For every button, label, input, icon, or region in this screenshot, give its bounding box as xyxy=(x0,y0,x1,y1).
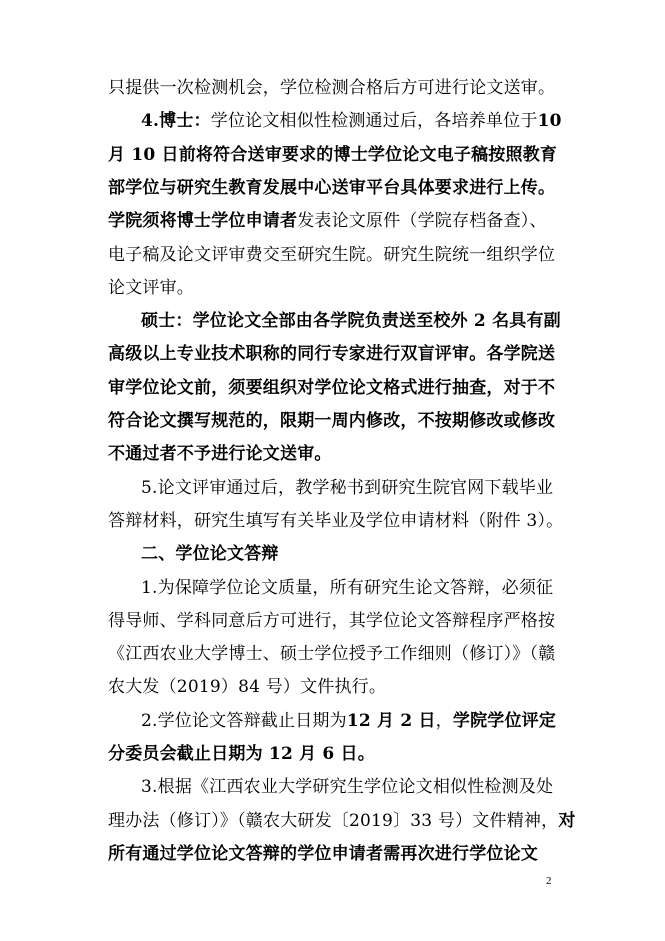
text-line-14 xyxy=(108,505,563,538)
text-run: 农大发（2019）84 号）文件执行。 xyxy=(108,677,387,698)
text-line-6 xyxy=(108,239,555,272)
text-run: 不通过者不予进行论文送审。 xyxy=(108,444,332,465)
text-run: 分委员会截止日期为 12 月 6 日。 xyxy=(108,744,375,764)
text-run: 《江西农业大学博士、硕士学位授予工作细则（修订）》（赣 xyxy=(108,644,556,665)
text-run: 10 xyxy=(537,111,562,132)
text-run: 二、学位论文答辩 xyxy=(141,544,279,565)
text-line-23 xyxy=(108,805,576,838)
text-line-24 xyxy=(108,838,538,871)
text-line-18 xyxy=(108,638,555,671)
text-run: 电子稿及论文评审费交至研究生院。研究生院统一组织学位 xyxy=(108,244,556,265)
text-line-3 xyxy=(108,139,557,172)
text-line-13 xyxy=(141,472,553,505)
text-line-5 xyxy=(108,205,547,238)
section-heading xyxy=(141,538,279,571)
text-line-20 xyxy=(141,705,556,738)
text-line-22 xyxy=(141,771,553,804)
text-run: 符合论文撰写规范的，限期一周内修改，不按期修改或修改 xyxy=(108,411,556,431)
text-line-11 xyxy=(108,405,555,438)
text-line-10 xyxy=(108,372,555,405)
text-run: 学院须将博士学位申请者 xyxy=(108,211,298,232)
text-run: 部学位与研究生教育发展中心送审平台具体要求进行上传。 xyxy=(108,177,556,198)
text-run: 答辩材料，研究生填写有关毕业及学位申请材料（附件 3）。 xyxy=(108,510,564,531)
text-run: 理办法（修订）》（赣农大研发〔2019〕33 号）文件精神， xyxy=(108,810,559,831)
text-run: 所有通过学位论文答辩的学位申请者需再次进行学位论文 xyxy=(108,843,538,864)
text-line-19 xyxy=(108,671,386,704)
text-run: 审学位论文前，须要组织对学位论文格式进行抽查，对于不 xyxy=(108,377,556,398)
text-run: 学位论文相似性检测通过后，各培养单位于 xyxy=(210,111,538,132)
text-run: 对 xyxy=(558,810,576,831)
text-line-1 xyxy=(108,72,555,105)
text-line-12 xyxy=(108,438,332,471)
text-run: 发表论文原件（学院存档备查）、 xyxy=(297,211,547,232)
text-run: 12 月 2 日 xyxy=(346,710,436,731)
text-line-16 xyxy=(141,572,553,605)
text-line-8 xyxy=(141,305,561,338)
text-run: 2.学位论文答辩截止日期为 xyxy=(141,710,347,731)
text-run: 学院学位评定 xyxy=(452,710,557,731)
text-line-21 xyxy=(108,738,375,771)
text-run: ， xyxy=(435,710,453,731)
text-line-9 xyxy=(108,338,555,371)
text-line-4 xyxy=(108,172,555,205)
text-line-2 xyxy=(141,105,562,138)
text-line-7 xyxy=(108,272,194,305)
text-run: 1.为保障学位论文质量，所有研究生论文答辩，必须征 xyxy=(141,577,554,598)
text-run: 月 10 日前将符合送审要求的博士学位论文电子稿按照教育 xyxy=(108,144,558,165)
text-run: 得导师、学科同意后方可进行，其学位论文答辩程序严格按 xyxy=(108,610,556,631)
text-run: 只提供一次检测机会，学位检测合格后方可进行论文送审。 xyxy=(108,78,556,98)
text-run: 4.博士： xyxy=(141,111,211,132)
text-run: 高级以上专业技术职称的同行专家进行双盲评审。各学院送 xyxy=(108,344,556,365)
text-run: 3.根据《江西农业大学研究生学位论文相似性检测及处 xyxy=(141,777,554,798)
text-run: 5.论文评审通过后，教学秘书到研究生院官网下载毕业 xyxy=(141,477,554,498)
page-number: 2 xyxy=(546,875,552,887)
text-run: 论文评审。 xyxy=(108,277,194,298)
text-line-17 xyxy=(108,605,555,638)
text-run: 硕士：学位论文全部由各学院负责送至校外 2 名具有副 xyxy=(141,311,561,332)
